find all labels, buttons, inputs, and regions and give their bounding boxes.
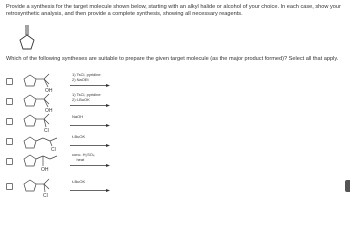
option-2-arrow [70, 103, 110, 108]
option-6-substituent: Cl [43, 193, 48, 198]
option-6-checkbox[interactable] [6, 183, 13, 190]
option-1[interactable] [6, 71, 116, 93]
option-3-molecule [16, 111, 66, 133]
question-text: Which of the following syntheses are suitable to prepare the given target molecule (as the major product formed)? Select all that apply. [6, 56, 339, 62]
option-3-arrow [70, 123, 110, 128]
option-6-reagents: t-BuOK [72, 179, 86, 184]
option-3-reagents: NaOH [72, 114, 84, 119]
option-5-arrow [70, 163, 110, 168]
option-1-molecule [16, 71, 66, 93]
scrollbar-thumb[interactable] [345, 180, 350, 192]
option-2-substituent: OH [45, 108, 53, 113]
option-2-reagents: 1) TsCl, pyridine 2) t-BuOK [72, 92, 101, 102]
option-1-substituent: OH [45, 88, 53, 93]
option-3[interactable] [6, 111, 116, 133]
option-3-checkbox[interactable] [6, 118, 13, 125]
option-4-substituent: Cl [51, 147, 56, 153]
option-5-reagents: conc. H₂SO₄ heat [72, 152, 95, 162]
option-1-arrow [70, 83, 110, 88]
option-1-reagents: 1) TsCl, pyridine 2) NaOEt [72, 72, 101, 82]
option-6-arrow [70, 188, 110, 193]
option-5-molecule [16, 151, 66, 173]
option-6-molecule [16, 176, 66, 198]
option-2-molecule [16, 91, 66, 113]
option-6[interactable] [6, 176, 116, 198]
option-4-arrow [70, 143, 110, 148]
problem-prompt: Provide a synthesis for the target molecule shown below, starting with an alkyl halide or alcohol of your choice. In each case, show your retrosynthetic analysis, and then provide a complete synthesis, showing all necessary reagents. [6, 4, 341, 18]
option-5-checkbox[interactable] [6, 158, 13, 165]
option-4-molecule [16, 131, 66, 153]
target-molecule [14, 23, 38, 53]
option-2[interactable] [6, 91, 116, 113]
option-3-substituent: Cl [44, 128, 49, 133]
option-1-checkbox[interactable] [6, 78, 13, 85]
option-5-substituent: OH [41, 167, 49, 173]
option-4[interactable] [6, 131, 116, 153]
option-4-reagents: t-BuOK [72, 134, 86, 139]
option-4-checkbox[interactable] [6, 138, 13, 145]
option-2-checkbox[interactable] [6, 98, 13, 105]
option-5[interactable] [6, 151, 116, 173]
